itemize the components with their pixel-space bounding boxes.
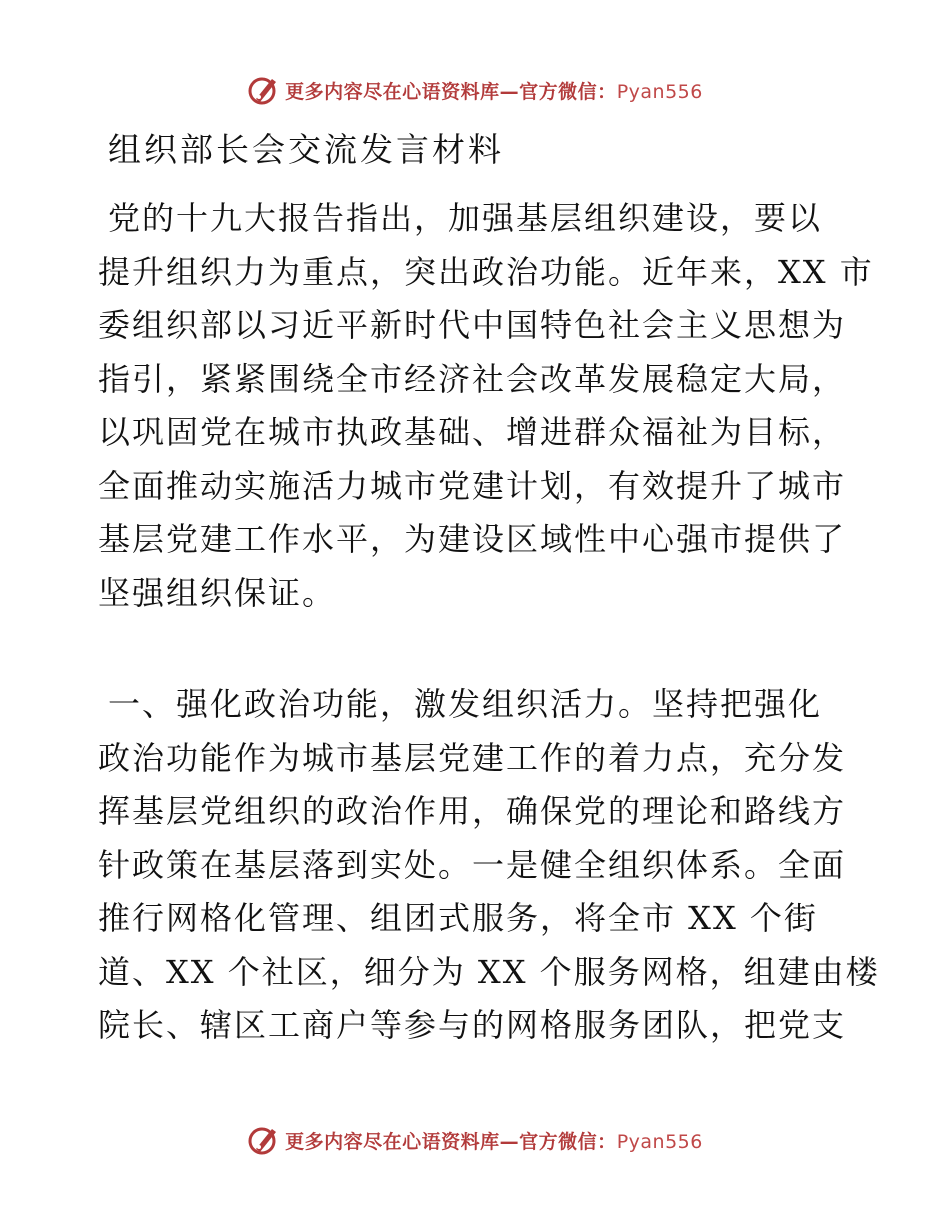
text-line: 以巩固党在城市执政基础、增进群众福祉为目标，: [98, 413, 847, 451]
text-line: 挥基层党组织的政治作用，确保党的理论和路线方: [98, 792, 847, 830]
text-line: 一、强化政治功能，激发组织活力。坚持把强化: [108, 685, 823, 723]
text-line: 推行网格化管理、组团式服务，将全市 XX 个街: [98, 899, 818, 937]
paragraph-intro: [98, 192, 874, 620]
pen-logo-icon: [247, 1123, 281, 1157]
text-line: 基层党建工作水平，为建设区域性中心强市提供了: [98, 520, 847, 558]
text-line: 针政策在基层落到实处。一是健全组织体系。全面: [98, 845, 847, 884]
header-watermark-text: 更多内容尽在心语资料库—官方微信：Pyan556: [285, 80, 703, 103]
text-line: 党的十九大报告指出，加强基层组织建设，要以: [108, 199, 823, 237]
paragraph-section-one: [98, 678, 880, 1053]
text-line: 指引，紧紧围绕全市经济社会改革发展稳定大局，: [98, 359, 847, 398]
footer-watermark-banner: [0, 1120, 950, 1160]
pen-logo-icon: [247, 73, 281, 107]
header-watermark-banner: [0, 70, 950, 110]
text-line: 全面推动实施活力城市党建计划，有效提升了城市: [98, 466, 847, 505]
text-line: 委组织部以习近平新时代中国特色社会主义思想为: [98, 306, 847, 344]
text-line: 道、XX 个社区，细分为 XX 个服务网格，组建由楼: [98, 952, 880, 991]
text-line: 提升组织力为重点，突出政治功能。近年来，XX 市: [98, 252, 874, 291]
text-line: 院长、辖区工商户等参与的网格服务团队，把党支: [98, 1006, 847, 1044]
footer-watermark-text: 更多内容尽在心语资料库—官方微信：Pyan556: [285, 1130, 703, 1153]
text-line: 政治功能作为城市基层党建工作的着力点，充分发: [98, 738, 847, 777]
document-title: 组织部长会交流发言材料: [108, 130, 504, 169]
text-line: 坚强组织保证。: [98, 573, 337, 612]
